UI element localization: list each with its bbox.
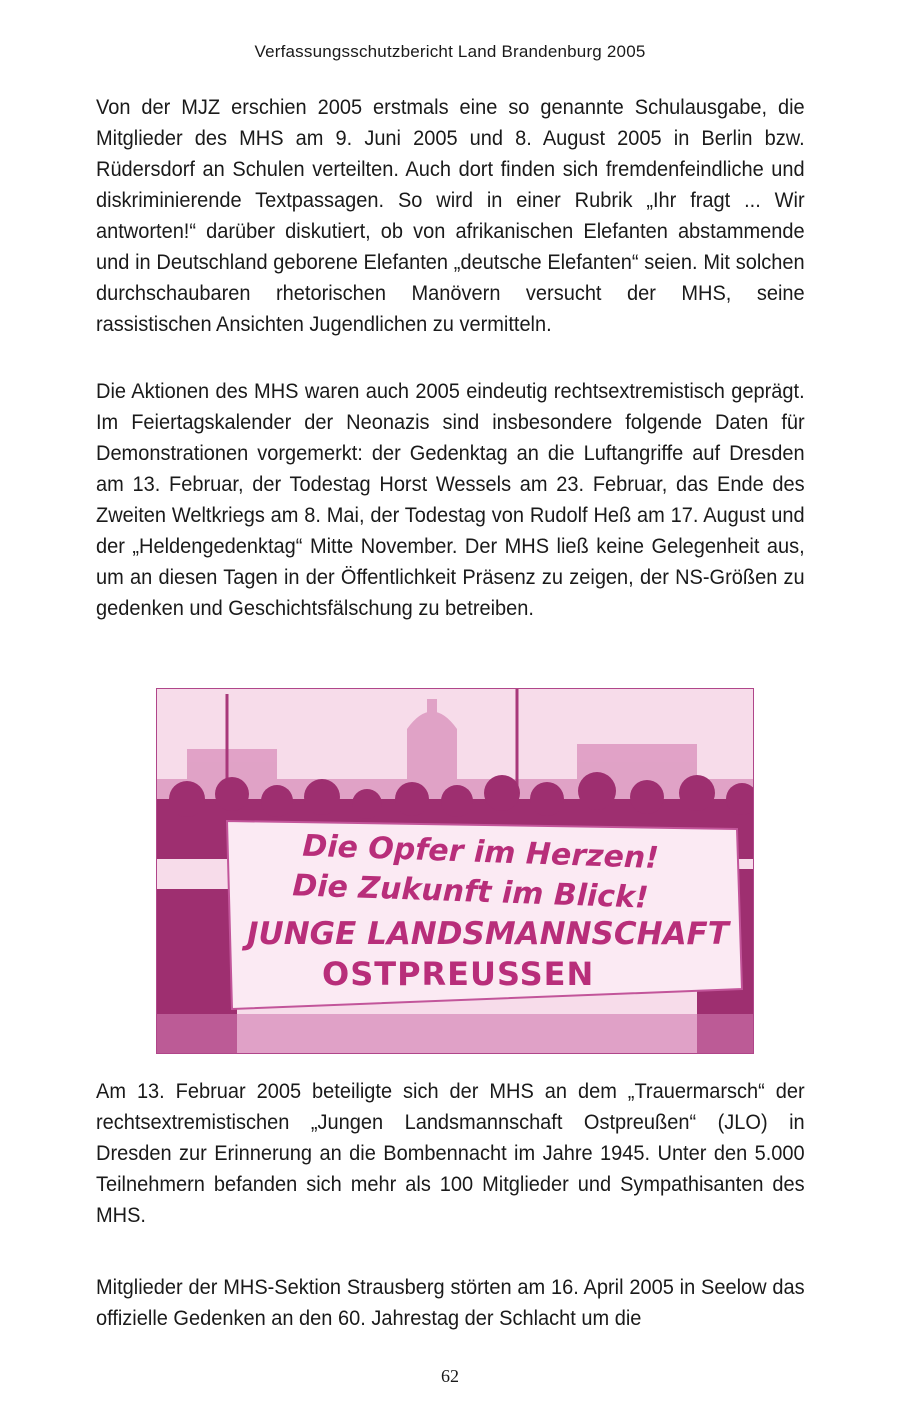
- page-number: 62: [441, 1366, 459, 1386]
- paragraph-2: Die Aktionen des MHS waren auch 2005 eindeutig rechtsextremistisch geprägt. Im Feiertagskalender der Neonazis sind insbesondere folgende Daten für Demonstrationen vorgemerkt: der Gedenktag an die Luftangriffe auf Dresden am 13. Februar, der Todestag Horst Wessels am 23. Februar, das Ende des Zweiten Weltkriegs am 8. Mai, der Todestag von Rudolf Heß am 17. August und der „Heldengedenktag“ Mitte November. Der MHS ließ keine Gelegenheit aus, um an diesen Tagen in der Öffentlichkeit Präsenz zu zeigen, der NS-Größen zu gedenken und Geschichtsfälschung zu betreiben.: [96, 379, 805, 620]
- banner-line-2: Die Zukunft im Blick!: [291, 868, 650, 916]
- banner-line-1: Die Opfer im Herzen!: [301, 828, 660, 877]
- paragraph-1: Von der MJZ erschien 2005 erstmals eine so genannte Schulausgabe, die Mitglieder des MHS am 9. Juni 2005 und 8. August 2005 in Berlin bzw. Rüdersdorf an Schulen verteilten. Auch dort finden sich fremdenfeindliche und diskriminierende Textpassagen. So wird in einer Rubrik „Ihr fragt ... Wir antworten!“ darüber diskutiert, ob von afrikanischen Elefanten abstammende und in Deutschland geborene Elefanten „deutsche Elefanten“ seien. Mit solchen durchschaubaren rhetorischen Manövern versucht der MHS, seine rassistischen Ansichten Jugendlichen zu vermitteln.: [96, 95, 805, 336]
- demonstration-photo: [156, 688, 754, 1054]
- banner: [227, 821, 742, 1009]
- paragraph-3: Am 13. Februar 2005 beteiligte sich der MHS an dem „Trauermarsch“ der rechtsextremistischen „Jungen Landsmannschaft Ostpreußen“ (JLO) in Dresden zur Erinnerung an die Bombennacht im Jahre 1945. Unter den 5.000 Teilnehmern befanden sich mehr als 100 Mitglieder und Sympathisanten des MHS.: [96, 1079, 805, 1227]
- banner-line-3: JUNGE LANDSMANNSCHAFT: [247, 916, 729, 952]
- running-header: Verfassungsschutzbericht Land Brandenburg 2005: [254, 42, 646, 61]
- paragraph-4: Mitglieder der MHS-Sektion Strausberg störten am 16. April 2005 in Seelow das offizielle Gedenken an den 60. Jahrestag der Schlacht um die: [96, 1275, 805, 1330]
- banner-line-4: OSTPREUSSEN: [322, 955, 595, 993]
